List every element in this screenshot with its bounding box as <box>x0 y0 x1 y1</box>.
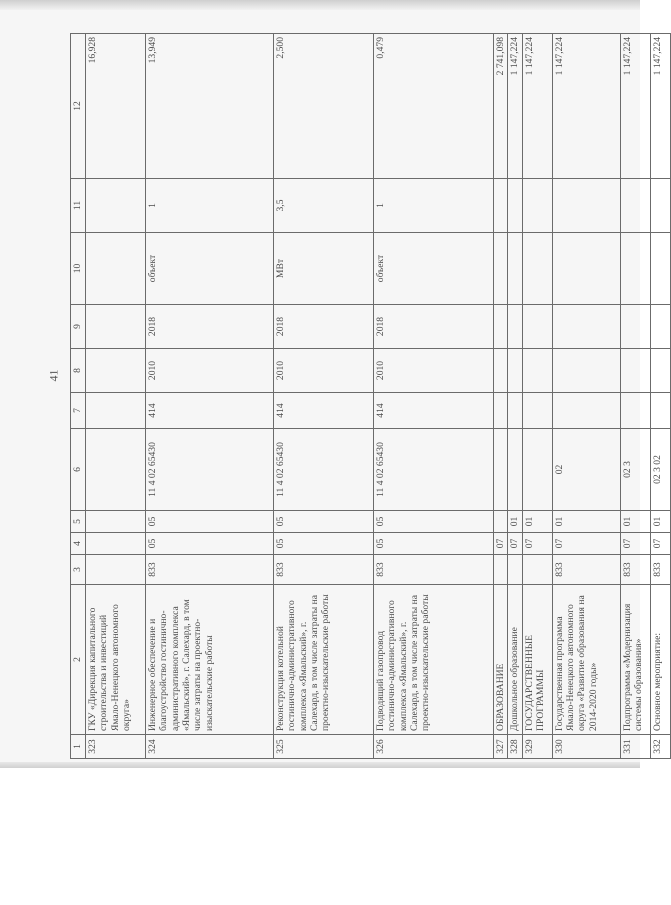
table-cell <box>508 179 522 233</box>
row-name-cell: Государственная программа Ямало-Ненецкого автономного округа «Развитие образования на 2014-2020 годы» <box>552 585 620 735</box>
table-cell: 05 <box>274 533 374 555</box>
row-number-cell: 332 <box>650 735 670 759</box>
table-row <box>522 34 552 759</box>
table-cell: МВт <box>274 233 374 305</box>
row-name-cell: Подводящий газопровод гостинично-административного комплекса «Ямальский», г. Салехард, в том числе затраты на проектно-изыскательские работы <box>374 585 494 735</box>
table-cell: 1 147,224 <box>650 34 670 179</box>
table-cell <box>522 429 552 511</box>
header-cell: 4 <box>71 533 86 555</box>
table-row <box>650 34 670 759</box>
table-cell: 05 <box>146 533 274 555</box>
table-cell: 2018 <box>374 305 494 349</box>
table-cell <box>508 555 522 585</box>
header-cell: 3 <box>71 555 86 585</box>
table-cell <box>552 179 620 233</box>
row-name-cell: ГКУ «Дирекция капитального строительства и инвестиций Ямало-Ненецкого автономного округа» <box>86 585 146 735</box>
table-cell <box>508 233 522 305</box>
table-cell: 1 <box>374 179 494 233</box>
table-row <box>508 34 522 759</box>
table-cell: 07 <box>650 533 670 555</box>
header-cell: 9 <box>71 305 86 349</box>
table-cell: 1 147,224 <box>522 34 552 179</box>
table-cell: 0,479 <box>374 34 494 179</box>
table-cell: 3,5 <box>274 179 374 233</box>
table-cell <box>86 305 146 349</box>
row-name-cell: ГОСУДАРСТВЕННЫЕ ПРОГРАММЫ <box>522 585 552 735</box>
table-cell: 2010 <box>374 349 494 393</box>
table-cell: 2010 <box>274 349 374 393</box>
table-cell <box>494 511 508 533</box>
table-cell: 2018 <box>146 305 274 349</box>
table-cell <box>620 179 650 233</box>
row-number-cell: 327 <box>494 735 508 759</box>
page-number: 41 <box>46 369 61 382</box>
table-cell: 833 <box>274 555 374 585</box>
table-cell <box>552 233 620 305</box>
table-cell <box>620 393 650 429</box>
table-row <box>620 34 650 759</box>
table-cell: 11 4 02 65430 <box>274 429 374 511</box>
table-cell: 02 3 <box>620 429 650 511</box>
table-cell: 07 <box>552 533 620 555</box>
row-name-cell: Инженерное обеспечение и благоустройство гостинично-административного комплекса «Ямальский», г. Салехард, в том числе затраты на проектно-изыскательские работы <box>146 585 274 735</box>
row-name-cell: Дошкольное образование <box>508 585 522 735</box>
header-cell: 10 <box>71 233 86 305</box>
table-cell <box>494 349 508 393</box>
table-cell <box>494 393 508 429</box>
page-margin <box>0 768 640 905</box>
table-cell: 11 4 02 65430 <box>374 429 494 511</box>
table-cell: 1 147,224 <box>508 34 522 179</box>
table-cell <box>522 393 552 429</box>
row-number-cell: 328 <box>508 735 522 759</box>
table-cell: 2010 <box>146 349 274 393</box>
table-row <box>494 34 508 759</box>
row-name-cell: ОБРАЗОВАНИЕ <box>494 585 508 735</box>
table-cell <box>508 305 522 349</box>
table-cell <box>522 555 552 585</box>
table-cell: 2018 <box>274 305 374 349</box>
row-name-cell: Подпрограмма «Модернизация системы образования» <box>620 585 650 735</box>
table-cell <box>86 533 146 555</box>
table-cell: 07 <box>508 533 522 555</box>
table-cell <box>620 305 650 349</box>
row-number-cell: 326 <box>374 735 494 759</box>
table-cell: 1 147,224 <box>552 34 620 179</box>
table-cell <box>552 305 620 349</box>
table-cell <box>508 429 522 511</box>
table-cell: 05 <box>374 511 494 533</box>
table-cell: 16,928 <box>86 34 146 179</box>
table-cell: 05 <box>146 511 274 533</box>
header-cell: 7 <box>71 393 86 429</box>
table-cell: 01 <box>508 511 522 533</box>
table-cell <box>86 555 146 585</box>
table-cell <box>552 349 620 393</box>
table-cell: 01 <box>522 511 552 533</box>
table-cell <box>86 429 146 511</box>
table-cell <box>86 179 146 233</box>
table-cell: 2 741,098 <box>494 34 508 179</box>
table-cell: 833 <box>374 555 494 585</box>
header-row <box>71 34 86 759</box>
row-number-cell: 331 <box>620 735 650 759</box>
table-cell <box>650 179 670 233</box>
row-name-cell: Основное мероприятие: <box>650 585 670 735</box>
table-cell: 01 <box>650 511 670 533</box>
row-name-cell: Реконструкция котельной гостинично-административного комплекса «Ямальский», г. Салехард, в том числе затраты на проектно-изыскательские работы <box>274 585 374 735</box>
header-cell: 11 <box>71 179 86 233</box>
header-cell: 2 <box>71 585 86 735</box>
table-cell: 07 <box>620 533 650 555</box>
header-cell: 5 <box>71 511 86 533</box>
scan-edge <box>0 0 640 10</box>
table-cell <box>494 233 508 305</box>
table-cell: 05 <box>274 511 374 533</box>
header-cell: 12 <box>71 34 86 179</box>
table-cell: 07 <box>494 533 508 555</box>
table-cell <box>650 305 670 349</box>
table-cell: 05 <box>374 533 494 555</box>
table-cell: 833 <box>620 555 650 585</box>
table-cell <box>650 233 670 305</box>
table-cell <box>494 305 508 349</box>
table-cell <box>508 349 522 393</box>
table-cell: 01 <box>552 511 620 533</box>
header-cell: 6 <box>71 429 86 511</box>
row-number-cell: 329 <box>522 735 552 759</box>
table-cell <box>86 393 146 429</box>
table-cell <box>508 393 522 429</box>
table-cell: 2,500 <box>274 34 374 179</box>
table-cell: объект <box>374 233 494 305</box>
table-cell <box>86 349 146 393</box>
table-cell: 414 <box>374 393 494 429</box>
table-row <box>552 34 620 759</box>
header-cell: 8 <box>71 349 86 393</box>
table-cell <box>552 393 620 429</box>
table-row <box>86 34 146 759</box>
table-row <box>146 34 274 759</box>
table-cell <box>86 233 146 305</box>
table-cell: 1 <box>146 179 274 233</box>
row-number-cell: 325 <box>274 735 374 759</box>
budget-table <box>70 33 671 759</box>
table-cell <box>620 233 650 305</box>
table-cell: 833 <box>552 555 620 585</box>
table-row <box>274 34 374 759</box>
row-number-cell: 323 <box>86 735 146 759</box>
table-cell: 1 147,224 <box>620 34 650 179</box>
rotated-table <box>70 34 663 759</box>
table-cell: объект <box>146 233 274 305</box>
table-cell <box>522 349 552 393</box>
table-cell <box>522 305 552 349</box>
table-cell <box>620 349 650 393</box>
table-cell <box>650 393 670 429</box>
table-cell: 13,949 <box>146 34 274 179</box>
table-cell: 414 <box>274 393 374 429</box>
table-cell: 833 <box>146 555 274 585</box>
table-cell: 414 <box>146 393 274 429</box>
table-cell: 02 <box>552 429 620 511</box>
table-cell <box>494 429 508 511</box>
table-cell <box>522 233 552 305</box>
table-cell: 833 <box>650 555 670 585</box>
table-cell: 01 <box>620 511 650 533</box>
row-number-cell: 330 <box>552 735 620 759</box>
table-row <box>374 34 494 759</box>
row-number-cell: 324 <box>146 735 274 759</box>
table-cell <box>522 179 552 233</box>
table-cell <box>494 555 508 585</box>
table-cell: 07 <box>522 533 552 555</box>
table-cell <box>650 349 670 393</box>
table-cell <box>86 511 146 533</box>
header-cell: 1 <box>71 735 86 759</box>
table-cell: 11 4 02 65430 <box>146 429 274 511</box>
table-cell: 02 3 02 <box>650 429 670 511</box>
table-cell <box>494 179 508 233</box>
